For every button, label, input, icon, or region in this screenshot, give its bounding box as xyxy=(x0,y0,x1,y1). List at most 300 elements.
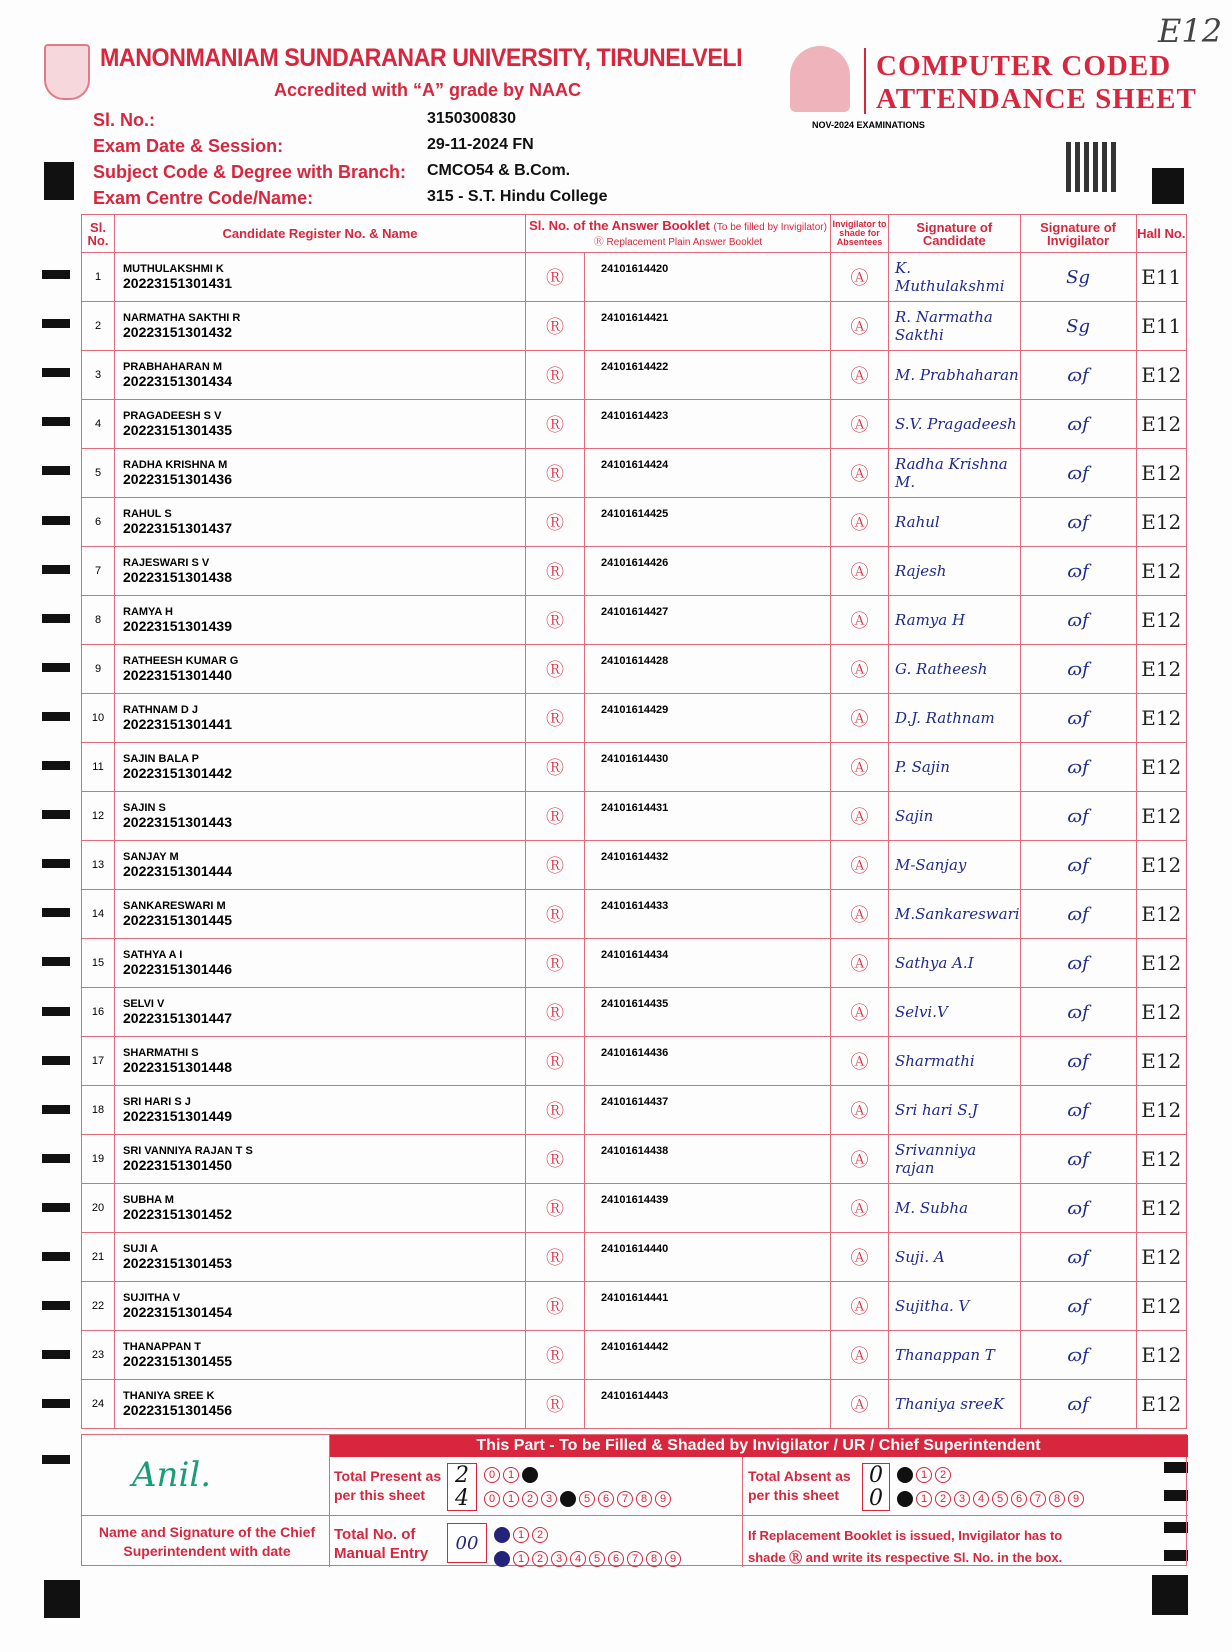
table-row xyxy=(82,351,1187,400)
absent-bubble[interactable]: Ⓐ xyxy=(831,1233,889,1282)
digit-bubble[interactable]: 3 xyxy=(954,1491,970,1507)
hall-no: E11 xyxy=(1136,253,1186,302)
digit-bubble[interactable]: 2 xyxy=(935,1467,951,1483)
digit-bubble[interactable]: 0 xyxy=(484,1491,500,1507)
digit-bubble[interactable]: 0 xyxy=(897,1491,913,1507)
digit-bubble[interactable]: 9 xyxy=(655,1491,671,1507)
digit-bubble[interactable]: 1 xyxy=(503,1491,519,1507)
absent-bubble[interactable]: Ⓐ xyxy=(831,253,889,302)
timing-mark xyxy=(42,957,70,966)
chief-label: Name and Signature of the Chief Superintendent with date xyxy=(98,1524,316,1559)
divider xyxy=(864,48,866,114)
candidate-signature: Srivanniya rajan xyxy=(889,1135,1021,1184)
total-absent-label: Total Absent as per this sheet xyxy=(748,1468,851,1503)
candidate-name: RAJESWARI S V xyxy=(123,557,210,569)
timing-mark xyxy=(42,761,70,770)
row-sl: 10 xyxy=(82,694,115,743)
replacement-bubble[interactable]: Ⓡ xyxy=(526,498,585,547)
field-value: 315 - S.T. Hindu College xyxy=(427,188,608,205)
timing-mark xyxy=(42,565,70,574)
field-value: 29-11-2024 FN xyxy=(427,136,534,153)
candidate-cell xyxy=(115,694,526,743)
absent-bubble[interactable]: Ⓐ xyxy=(831,792,889,841)
absent-bubble[interactable]: Ⓐ xyxy=(831,1380,889,1429)
booklet-no: 24101614428 xyxy=(585,645,831,694)
replacement-bubble[interactable]: Ⓡ xyxy=(526,1037,585,1086)
digit-bubble[interactable]: 4 xyxy=(973,1491,989,1507)
booklet-no: 24101614443 xyxy=(585,1380,831,1429)
invigilator-signature: ɷf xyxy=(1020,792,1136,841)
register-no: 20223151301432 xyxy=(123,324,233,340)
digit-bubble[interactable]: 5 xyxy=(579,1491,595,1507)
candidate-cell xyxy=(115,351,526,400)
candidate-name: RATHEESH KUMAR G xyxy=(123,655,239,667)
replacement-bubble[interactable]: Ⓡ xyxy=(526,988,585,1037)
invigilator-signature: ɷf xyxy=(1020,1086,1136,1135)
absent-bubble[interactable]: Ⓐ xyxy=(831,841,889,890)
register-no: 20223151301435 xyxy=(123,422,233,438)
candidate-cell xyxy=(115,645,526,694)
replacement-bubble[interactable]: Ⓡ xyxy=(526,890,585,939)
table-row xyxy=(82,1282,1187,1331)
replacement-bubble[interactable]: Ⓡ xyxy=(526,841,585,890)
digit-bubble[interactable]: 3 xyxy=(541,1491,557,1507)
candidate-name: THANIYA SREE K xyxy=(123,1390,215,1402)
digit-bubble[interactable]: 5 xyxy=(992,1491,1008,1507)
absent-bubble[interactable]: Ⓐ xyxy=(831,596,889,645)
timing-mark xyxy=(42,466,70,475)
field-label: Sl. No.: xyxy=(93,110,155,130)
register-no: 20223151301439 xyxy=(123,618,233,634)
hall-no: E12 xyxy=(1136,939,1186,988)
hall-no: E12 xyxy=(1136,351,1186,400)
timing-mark xyxy=(42,1056,70,1065)
hall-no: E12 xyxy=(1136,1037,1186,1086)
timing-mark xyxy=(44,162,74,200)
candidate-name: SUJITHA V xyxy=(123,1292,181,1304)
timing-mark xyxy=(42,1301,70,1310)
digit-bubble[interactable]: 8 xyxy=(1049,1491,1065,1507)
absent-bubble[interactable]: Ⓐ xyxy=(831,743,889,792)
timing-mark xyxy=(42,614,70,623)
digit-bubble[interactable]: 6 xyxy=(598,1491,614,1507)
booklet-no: 24101614426 xyxy=(585,547,831,596)
replacement-note: If Replacement Booklet is issued, Invigilator has to shade Ⓡ and write its respective Sl. No. in the box. xyxy=(748,1528,1063,1565)
register-no: 20223151301454 xyxy=(123,1304,233,1320)
candidate-name: SATHYA A I xyxy=(123,949,183,961)
booklet-no: 24101614442 xyxy=(585,1331,831,1380)
digit-bubble[interactable]: 6 xyxy=(608,1551,624,1567)
row-sl: 11 xyxy=(82,743,115,792)
invigilator-signature: ɷf xyxy=(1020,743,1136,792)
row-sl: 7 xyxy=(82,547,115,596)
register-no: 20223151301438 xyxy=(123,569,233,585)
replacement-bubble[interactable]: Ⓡ xyxy=(526,792,585,841)
table-row xyxy=(82,743,1187,792)
booklet-no: 24101614439 xyxy=(585,1184,831,1233)
absent-units-bubbles[interactable] xyxy=(897,1489,1087,1507)
absent-bubble[interactable]: Ⓐ xyxy=(831,1184,889,1233)
timing-mark xyxy=(42,1252,70,1261)
candidate-signature: M. Subha xyxy=(889,1184,1021,1233)
candidate-signature: Ramya H xyxy=(889,596,1021,645)
register-no: 20223151301436 xyxy=(123,471,233,487)
row-sl: 14 xyxy=(82,890,115,939)
field-label: Exam Date & Session: xyxy=(93,136,284,156)
timing-mark xyxy=(42,712,70,721)
hall-no: E12 xyxy=(1136,645,1186,694)
field-label: Exam Centre Code/Name: xyxy=(93,188,314,208)
digit-bubble[interactable]: 8 xyxy=(636,1491,652,1507)
hall-no: E12 xyxy=(1136,449,1186,498)
row-sl: 21 xyxy=(82,1233,115,1282)
candidate-name: SUJI A xyxy=(123,1243,159,1255)
candidate-name: PRABHAHARAN M xyxy=(123,361,222,373)
timing-mark xyxy=(42,1105,70,1114)
table-row xyxy=(82,400,1187,449)
candidate-name: SELVI V xyxy=(123,998,165,1010)
candidate-cell xyxy=(115,253,526,302)
field-label: Subject Code & Degree with Branch: xyxy=(93,162,407,182)
col-sig-candidate: Signature of Candidate xyxy=(889,215,1021,253)
absent-bubble[interactable]: Ⓐ xyxy=(831,1282,889,1331)
replacement-bubble[interactable]: Ⓡ xyxy=(526,449,585,498)
sheet-title: COMPUTER CODED ATTENDANCE SHEET xyxy=(876,50,1197,115)
row-sl: 8 xyxy=(82,596,115,645)
table-row xyxy=(82,792,1187,841)
field-value: 3150300830 xyxy=(427,110,516,127)
corner-note: E12 xyxy=(1158,12,1223,50)
replacement-bubble[interactable]: Ⓡ xyxy=(526,743,585,792)
footer-section xyxy=(81,1434,1187,1566)
invigilator-signature: Sg xyxy=(1020,302,1136,351)
digit-bubble[interactable]: 8 xyxy=(646,1551,662,1567)
candidate-signature: K. Muthulakshmi xyxy=(889,253,1021,302)
digit-bubble[interactable]: 2 xyxy=(532,1527,548,1543)
candidate-signature: D.J. Rathnam xyxy=(889,694,1021,743)
absent-bubble[interactable]: Ⓐ xyxy=(831,645,889,694)
table-row xyxy=(82,1380,1187,1429)
booklet-no: 24101614421 xyxy=(585,302,831,351)
absent-bubble[interactable]: Ⓐ xyxy=(831,694,889,743)
table-row xyxy=(82,890,1187,939)
replacement-bubble[interactable]: Ⓡ xyxy=(526,1135,585,1184)
digit-bubble[interactable]: 0 xyxy=(484,1467,500,1483)
table-row xyxy=(82,1233,1187,1282)
candidate-signature: M. Prabhaharan xyxy=(889,351,1021,400)
candidate-name: NARMATHA SAKTHI R xyxy=(123,312,241,324)
university-logo xyxy=(44,44,90,100)
digit-bubble[interactable]: 0 xyxy=(494,1527,510,1543)
invigilator-signature: ɷf xyxy=(1020,1331,1136,1380)
table-row xyxy=(82,841,1187,890)
invigilator-signature: ɷf xyxy=(1020,939,1136,988)
invigilator-signature: ɷf xyxy=(1020,1135,1136,1184)
register-no: 20223151301455 xyxy=(123,1353,233,1369)
row-sl: 3 xyxy=(82,351,115,400)
digit-bubble[interactable]: 1 xyxy=(503,1467,519,1483)
absent-bubble[interactable]: Ⓐ xyxy=(831,547,889,596)
absent-bubble[interactable]: Ⓐ xyxy=(831,1331,889,1380)
digit-bubble[interactable]: 2 xyxy=(522,1467,538,1483)
timing-mark xyxy=(42,1399,70,1408)
digit-bubble[interactable]: 3 xyxy=(551,1551,567,1567)
table-row xyxy=(82,694,1187,743)
register-no: 20223151301448 xyxy=(123,1059,233,1075)
absent-bubble[interactable]: Ⓐ xyxy=(831,890,889,939)
candidate-name: RAMYA H xyxy=(123,606,173,618)
candidate-name: SRI HARI S J xyxy=(123,1096,191,1108)
row-sl: 5 xyxy=(82,449,115,498)
col-hall: Hall No. xyxy=(1136,215,1186,253)
timing-mark xyxy=(42,908,70,917)
candidate-name: PRAGADEESH S V xyxy=(123,410,222,422)
row-sl: 13 xyxy=(82,841,115,890)
booklet-no: 24101614430 xyxy=(585,743,831,792)
invigilator-signature: ɷf xyxy=(1020,645,1136,694)
table-row xyxy=(82,449,1187,498)
digit-bubble[interactable]: 0 xyxy=(897,1467,913,1483)
booklet-no: 24101614429 xyxy=(585,694,831,743)
timing-mark xyxy=(42,1203,70,1212)
absent-bubble[interactable]: Ⓐ xyxy=(831,400,889,449)
table-row xyxy=(82,547,1187,596)
digit-bubble[interactable]: 0 xyxy=(494,1551,510,1567)
chief-signature: Anil. xyxy=(132,1455,212,1495)
replacement-bubble[interactable]: Ⓡ xyxy=(526,1282,585,1331)
digit-bubble[interactable]: 7 xyxy=(627,1551,643,1567)
timing-mark xyxy=(42,663,70,672)
hall-no: E12 xyxy=(1136,988,1186,1037)
candidate-signature: Radha Krishna M. xyxy=(889,449,1021,498)
digit-bubble[interactable]: 6 xyxy=(1011,1491,1027,1507)
digit-bubble[interactable]: 7 xyxy=(1030,1491,1046,1507)
hall-no: E12 xyxy=(1136,1380,1186,1429)
invigilator-signature: ɷf xyxy=(1020,1233,1136,1282)
register-no: 20223151301431 xyxy=(123,275,233,291)
present-units-bubbles[interactable] xyxy=(484,1489,674,1507)
absent-bubble[interactable]: Ⓐ xyxy=(831,988,889,1037)
manual-units-bubbles[interactable] xyxy=(494,1549,684,1567)
timing-mark xyxy=(42,270,70,279)
hall-no: E12 xyxy=(1136,694,1186,743)
present-tens-bubbles[interactable] xyxy=(484,1465,541,1483)
booklet-no: 24101614432 xyxy=(585,841,831,890)
row-sl: 24 xyxy=(82,1380,115,1429)
hall-no: E12 xyxy=(1136,792,1186,841)
invigilator-signature: ɷf xyxy=(1020,449,1136,498)
candidate-signature: Sajin xyxy=(889,792,1021,841)
hall-no: E12 xyxy=(1136,1282,1186,1331)
invigilator-signature: ɷf xyxy=(1020,400,1136,449)
hall-no: E12 xyxy=(1136,841,1186,890)
candidate-signature: M.Sankareswari xyxy=(889,890,1021,939)
col-sl: Sl. No. xyxy=(82,215,115,253)
register-no: 20223151301449 xyxy=(123,1108,233,1124)
booklet-no: 24101614425 xyxy=(585,498,831,547)
register-no: 20223151301453 xyxy=(123,1255,233,1271)
total-present-box: 2 4 xyxy=(447,1463,477,1511)
booklet-no: 24101614423 xyxy=(585,400,831,449)
timing-mark xyxy=(42,368,70,377)
digit-bubble[interactable]: 2 xyxy=(532,1551,548,1567)
candidate-signature: R. Narmatha Sakthi xyxy=(889,302,1021,351)
booklet-no: 24101614436 xyxy=(585,1037,831,1086)
candidate-name: SUBHA M xyxy=(123,1194,174,1206)
row-sl: 17 xyxy=(82,1037,115,1086)
digit-bubble[interactable]: 1 xyxy=(916,1491,932,1507)
candidate-cell xyxy=(115,890,526,939)
candidate-signature: Rahul xyxy=(889,498,1021,547)
replacement-bubble[interactable]: Ⓡ xyxy=(526,1380,585,1429)
candidate-name: SANKARESWARI M xyxy=(123,900,226,912)
table-row xyxy=(82,939,1187,988)
candidate-name: SAJIN BALA P xyxy=(123,753,199,765)
register-no: 20223151301437 xyxy=(123,520,233,536)
hall-no: E12 xyxy=(1136,1233,1186,1282)
register-no: 20223151301440 xyxy=(123,667,233,683)
absent-bubble[interactable]: Ⓐ xyxy=(831,1135,889,1184)
candidate-cell xyxy=(115,1184,526,1233)
booklet-no: 24101614437 xyxy=(585,1086,831,1135)
hall-no: E12 xyxy=(1136,1135,1186,1184)
digit-bubble[interactable]: 7 xyxy=(617,1491,633,1507)
invigilator-signature: ɷf xyxy=(1020,988,1136,1037)
timing-mark xyxy=(42,1350,70,1359)
candidate-name: MUTHULAKSHMI K xyxy=(123,263,224,275)
digit-bubble[interactable]: 1 xyxy=(916,1467,932,1483)
digit-bubble[interactable]: 2 xyxy=(522,1491,538,1507)
replacement-bubble[interactable]: Ⓡ xyxy=(526,1184,585,1233)
hall-no: E12 xyxy=(1136,1184,1186,1233)
invigilator-signature: Sg xyxy=(1020,253,1136,302)
table-row xyxy=(82,1037,1187,1086)
replacement-bubble[interactable]: Ⓡ xyxy=(526,547,585,596)
candidate-cell xyxy=(115,547,526,596)
table-row xyxy=(82,1331,1187,1380)
replacement-bubble[interactable]: Ⓡ xyxy=(526,596,585,645)
digit-bubble[interactable]: 9 xyxy=(1068,1491,1084,1507)
candidate-cell xyxy=(115,1331,526,1380)
digit-bubble[interactable]: 1 xyxy=(513,1527,529,1543)
absent-bubble[interactable]: Ⓐ xyxy=(831,351,889,400)
row-sl: 16 xyxy=(82,988,115,1037)
digit-bubble[interactable]: 1 xyxy=(513,1551,529,1567)
hall-no: E11 xyxy=(1136,302,1186,351)
absent-bubble[interactable]: Ⓐ xyxy=(831,939,889,988)
digit-bubble[interactable]: 4 xyxy=(560,1491,576,1507)
digit-bubble[interactable]: 2 xyxy=(935,1491,951,1507)
absent-bubble[interactable]: Ⓐ xyxy=(831,1037,889,1086)
candidate-cell xyxy=(115,1380,526,1429)
replacement-bubble[interactable]: Ⓡ xyxy=(526,302,585,351)
replacement-bubble[interactable]: Ⓡ xyxy=(526,351,585,400)
candidate-name: RADHA KRISHNA M xyxy=(123,459,228,471)
booklet-no: 24101614441 xyxy=(585,1282,831,1331)
manual-tens-bubbles[interactable] xyxy=(494,1525,551,1543)
replacement-bubble[interactable]: Ⓡ xyxy=(526,253,585,302)
booklet-no: 24101614420 xyxy=(585,253,831,302)
absent-tens-bubbles[interactable] xyxy=(897,1465,954,1483)
candidate-cell xyxy=(115,596,526,645)
replacement-bubble[interactable]: Ⓡ xyxy=(526,1233,585,1282)
candidate-cell xyxy=(115,498,526,547)
register-no: 20223151301442 xyxy=(123,765,233,781)
absent-bubble[interactable]: Ⓐ xyxy=(831,498,889,547)
booklet-no: 24101614431 xyxy=(585,792,831,841)
total-absent-box: 0 0 xyxy=(862,1463,890,1511)
candidate-cell xyxy=(115,939,526,988)
candidate-cell xyxy=(115,1233,526,1282)
booklet-no: 24101614427 xyxy=(585,596,831,645)
replacement-bubble[interactable]: Ⓡ xyxy=(526,400,585,449)
hall-no: E12 xyxy=(1136,1086,1186,1135)
replacement-bubble[interactable]: Ⓡ xyxy=(526,645,585,694)
replacement-bubble[interactable]: Ⓡ xyxy=(526,1086,585,1135)
col-name: Candidate Register No. & Name xyxy=(115,215,526,253)
absent-bubble[interactable]: Ⓐ xyxy=(831,449,889,498)
register-no: 20223151301452 xyxy=(123,1206,233,1222)
absent-bubble[interactable]: Ⓐ xyxy=(831,302,889,351)
row-sl: 1 xyxy=(82,253,115,302)
digit-bubble[interactable]: 4 xyxy=(570,1551,586,1567)
candidate-cell xyxy=(115,1282,526,1331)
invigilator-signature: ɷf xyxy=(1020,1380,1136,1429)
candidate-cell xyxy=(115,1037,526,1086)
candidate-cell xyxy=(115,449,526,498)
timing-mark xyxy=(42,319,70,328)
hall-no: E12 xyxy=(1136,743,1186,792)
replacement-bubble[interactable]: Ⓡ xyxy=(526,1331,585,1380)
candidate-name: SANJAY M xyxy=(123,851,179,863)
manual-entry-label: Total No. of Manual Entry xyxy=(334,1526,429,1562)
candidate-name: THANAPPAN T xyxy=(123,1341,202,1353)
col-booklet: Sl. No. of the Answer Booklet (To be filled by Invigilator) Ⓡ Replacement Plain Answer Booklet xyxy=(526,215,831,253)
timing-mark xyxy=(42,1154,70,1163)
hall-no: E12 xyxy=(1136,498,1186,547)
table-row xyxy=(82,1086,1187,1135)
invigilator-signature: ɷf xyxy=(1020,596,1136,645)
digit-bubble[interactable]: 9 xyxy=(665,1551,681,1567)
absent-bubble[interactable]: Ⓐ xyxy=(831,1086,889,1135)
manual-entry-box: 00 xyxy=(447,1523,487,1563)
register-no: 20223151301450 xyxy=(123,1157,233,1173)
col-absent: Invigilator to shade for Absentees xyxy=(831,215,889,253)
invigilator-signature: ɷf xyxy=(1020,841,1136,890)
invigilator-signature: ɷf xyxy=(1020,351,1136,400)
hall-no: E12 xyxy=(1136,400,1186,449)
replacement-bubble[interactable]: Ⓡ xyxy=(526,694,585,743)
candidate-signature: Rajesh xyxy=(889,547,1021,596)
candidate-cell xyxy=(115,841,526,890)
booklet-no: 24101614422 xyxy=(585,351,831,400)
field-value: CMCO54 & B.Com. xyxy=(427,162,571,179)
hall-no: E12 xyxy=(1136,596,1186,645)
candidate-signature: Selvi.V xyxy=(889,988,1021,1037)
row-sl: 19 xyxy=(82,1135,115,1184)
candidate-signature: Suji. A xyxy=(889,1233,1021,1282)
candidate-signature: Thanappan T xyxy=(889,1331,1021,1380)
hall-no: E12 xyxy=(1136,1331,1186,1380)
replacement-bubble[interactable]: Ⓡ xyxy=(526,939,585,988)
row-sl: 2 xyxy=(82,302,115,351)
col-sig-invigilator: Signature of Invigilator xyxy=(1020,215,1136,253)
accreditation: Accredited with “A” grade by NAAC xyxy=(274,80,582,100)
candidate-cell xyxy=(115,1135,526,1184)
booklet-no: 24101614438 xyxy=(585,1135,831,1184)
digit-bubble[interactable]: 5 xyxy=(589,1551,605,1567)
founder-portrait xyxy=(790,46,850,112)
